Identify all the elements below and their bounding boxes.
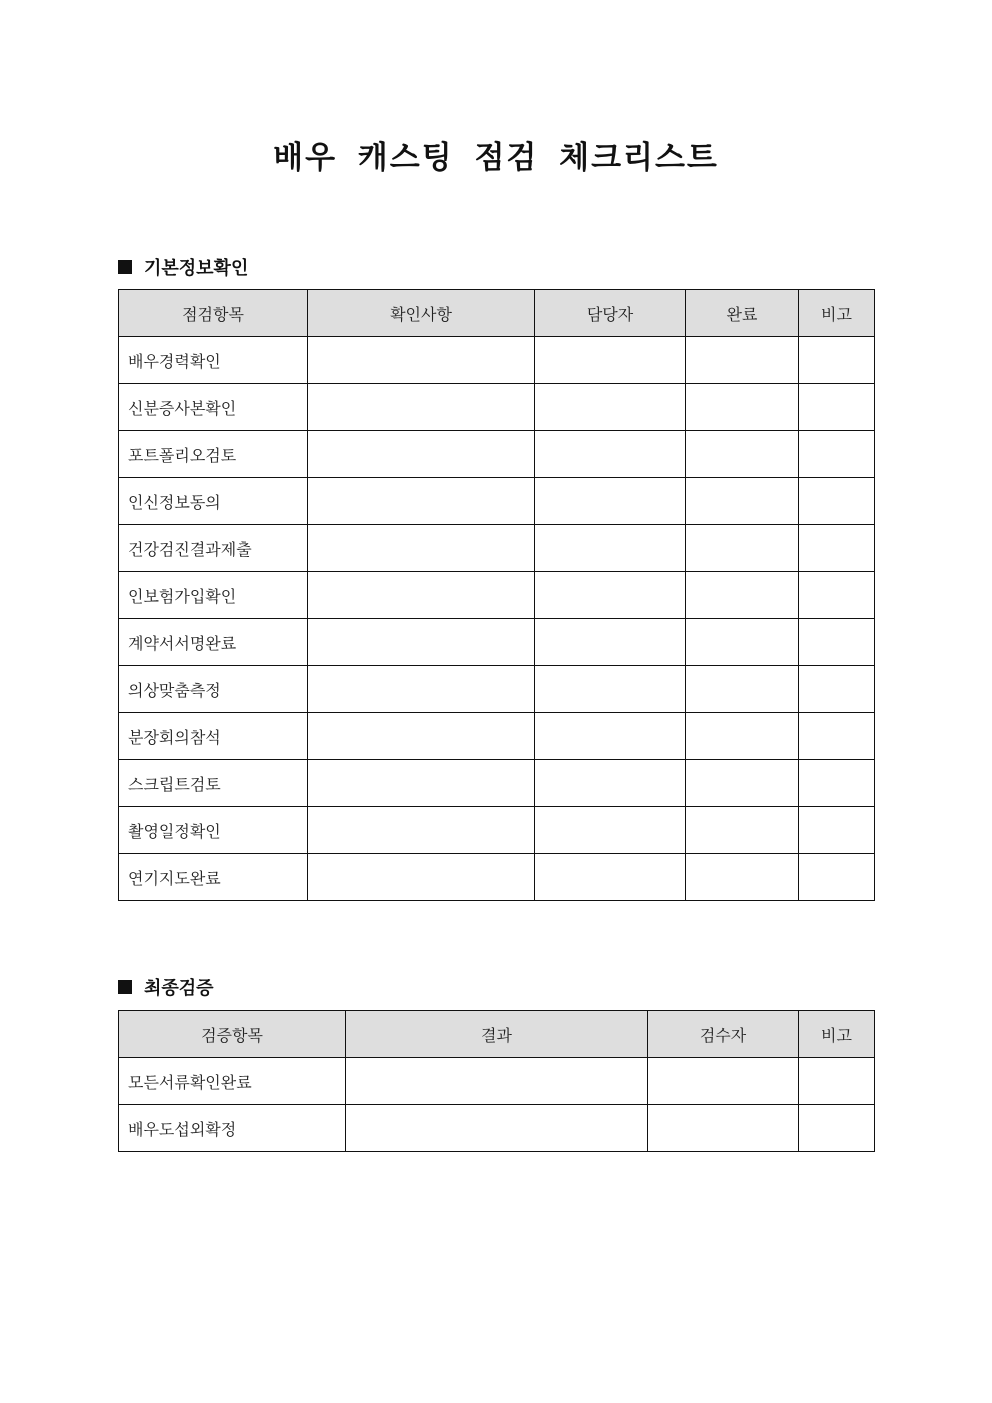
basic-info-table [118,289,875,901]
cell-done[interactable] [686,337,799,384]
section-heading-label: 최종검증 [144,978,214,999]
column-header-inspector: 검수자 [648,1011,799,1058]
cell-done[interactable] [686,384,799,431]
row-item-label: 촬영일정확인 [119,807,308,854]
table-row [119,1058,875,1105]
cell-inspector[interactable] [648,1105,799,1152]
row-item-label: 계약서서명완료 [119,619,308,666]
column-header-check: 확인사항 [308,290,535,337]
cell-done[interactable] [686,431,799,478]
row-item-label: 배우도섭외확정 [119,1105,346,1152]
cell-note[interactable] [799,384,875,431]
cell-done[interactable] [686,807,799,854]
cell-note[interactable] [799,713,875,760]
cell-result[interactable] [346,1058,648,1105]
table-row [119,384,875,431]
cell-check[interactable] [308,478,535,525]
square-bullet-icon [118,980,132,994]
cell-done[interactable] [686,854,799,901]
cell-note[interactable] [799,337,875,384]
cell-manager[interactable] [535,854,686,901]
table-row [119,525,875,572]
cell-manager[interactable] [535,666,686,713]
table-header-row [119,290,875,337]
table-row [119,572,875,619]
cell-check[interactable] [308,337,535,384]
cell-note[interactable] [799,525,875,572]
table-row [119,1105,875,1152]
column-header-done: 완료 [686,290,799,337]
cell-done[interactable] [686,619,799,666]
cell-note[interactable] [799,854,875,901]
cell-check[interactable] [308,713,535,760]
section-heading-label: 기본정보확인 [144,258,249,279]
cell-done[interactable] [686,572,799,619]
cell-note[interactable] [799,619,875,666]
cell-note[interactable] [799,572,875,619]
table-row [119,431,875,478]
table-row [119,807,875,854]
cell-note[interactable] [799,760,875,807]
cell-note[interactable] [799,666,875,713]
row-item-label: 분장회의참석 [119,713,308,760]
cell-check[interactable] [308,431,535,478]
row-item-label: 포트폴리오검토 [119,431,308,478]
row-item-label: 연기지도완료 [119,854,308,901]
table-row [119,619,875,666]
row-item-label: 건강검진결과제출 [119,525,308,572]
section-heading-final-verification [118,974,214,1000]
cell-check[interactable] [308,666,535,713]
cell-manager[interactable] [535,478,686,525]
row-item-label: 배우경력확인 [119,337,308,384]
column-header-verify-item: 검증항목 [119,1011,346,1058]
cell-result[interactable] [346,1105,648,1152]
column-header-item: 점검항목 [119,290,308,337]
table-row [119,713,875,760]
cell-check[interactable] [308,760,535,807]
cell-manager[interactable] [535,807,686,854]
document-title: 배우 캐스팅 점검 체크리스트 [273,140,719,176]
table-row [119,854,875,901]
cell-manager[interactable] [535,713,686,760]
cell-note[interactable] [799,1058,875,1105]
cell-note[interactable] [799,1105,875,1152]
cell-check[interactable] [308,384,535,431]
cell-check[interactable] [308,807,535,854]
row-item-label: 스크립트검토 [119,760,308,807]
cell-note[interactable] [799,807,875,854]
row-item-label: 모든서류확인완료 [119,1058,346,1105]
cell-check[interactable] [308,572,535,619]
cell-manager[interactable] [535,525,686,572]
cell-done[interactable] [686,713,799,760]
row-item-label: 의상맞춤측정 [119,666,308,713]
cell-inspector[interactable] [648,1058,799,1105]
column-header-result: 결과 [346,1011,648,1058]
cell-manager[interactable] [535,384,686,431]
column-header-note: 비고 [799,1011,875,1058]
row-item-label: 인신정보동의 [119,478,308,525]
final-verification-table [118,1010,875,1152]
cell-manager[interactable] [535,431,686,478]
table-row [119,478,875,525]
cell-manager[interactable] [535,760,686,807]
cell-check[interactable] [308,619,535,666]
cell-manager[interactable] [535,337,686,384]
cell-done[interactable] [686,666,799,713]
table-row [119,760,875,807]
row-item-label: 신분증사본확인 [119,384,308,431]
cell-done[interactable] [686,478,799,525]
cell-done[interactable] [686,525,799,572]
row-item-label: 인보험가입확인 [119,572,308,619]
cell-note[interactable] [799,478,875,525]
square-bullet-icon [118,260,132,274]
table-row [119,666,875,713]
column-header-manager: 담당자 [535,290,686,337]
table-header-row [119,1011,875,1058]
cell-manager[interactable] [535,572,686,619]
cell-check[interactable] [308,525,535,572]
section-heading-basic-info [118,254,248,280]
column-header-note: 비고 [799,290,875,337]
cell-note[interactable] [799,431,875,478]
cell-done[interactable] [686,760,799,807]
cell-check[interactable] [308,854,535,901]
cell-manager[interactable] [535,619,686,666]
table-row [119,337,875,384]
